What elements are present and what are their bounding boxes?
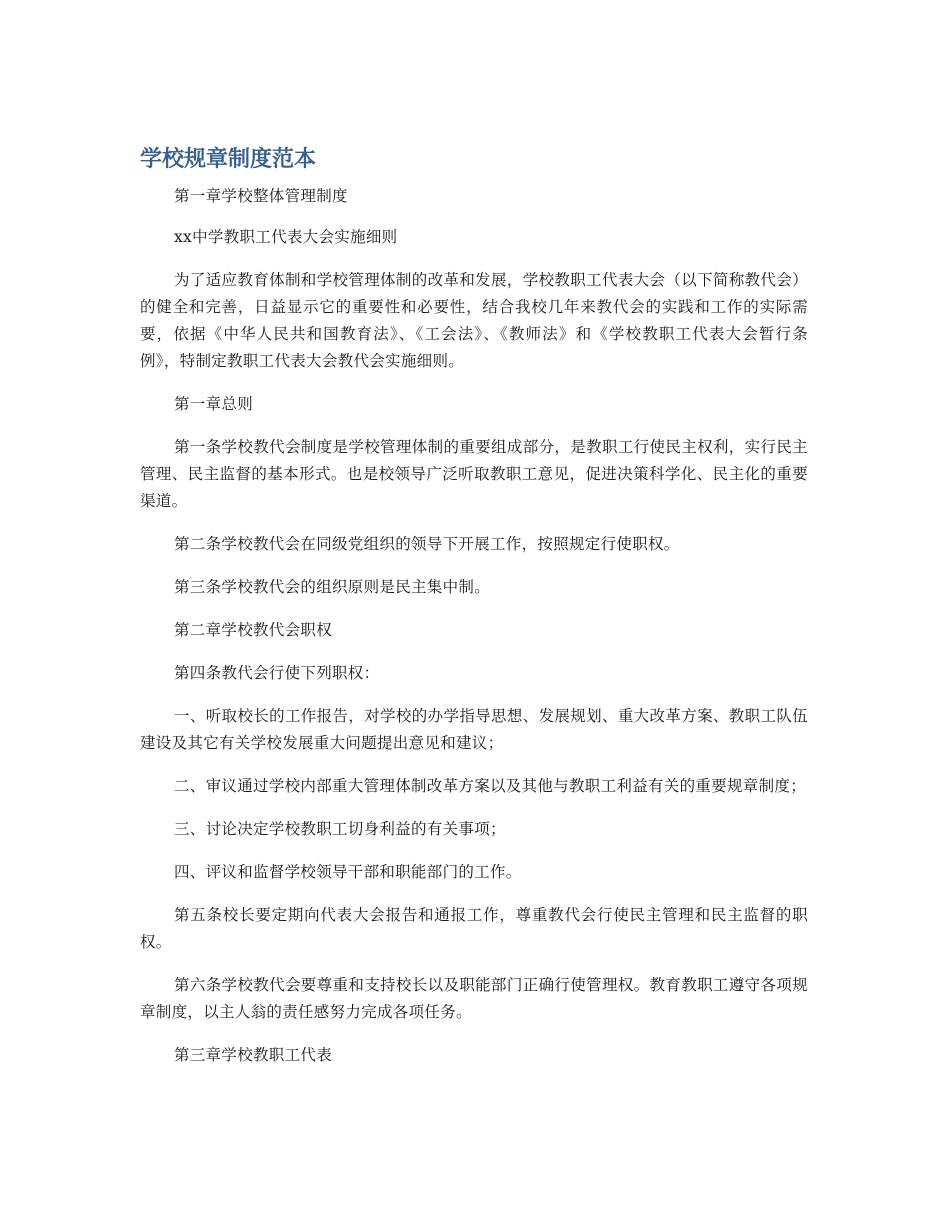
list-item-paragraph: 四、评议和监督学校领导干部和职能部门的工作。 (174, 863, 522, 881)
article-paragraph: 第四条教代会行使下列职权： (174, 664, 380, 682)
document-page (140, 145, 808, 1085)
document-title: 学校规章制度范本 (140, 147, 317, 172)
article-paragraph: 第五条校长要定期向代表大会报告和通报工作，尊重教代会行使民主管理和民主监督的职权。 (140, 906, 808, 951)
document-subtitle: xx中学教职工代表大会实施细则 (174, 228, 398, 246)
list-item-paragraph: 三、讨论决定学校教职工切身利益的有关事项； (174, 820, 506, 838)
chapter-heading: 第一章总则 (174, 395, 254, 413)
list-item-paragraph: 二、审议通过学校内部重大管理体制改革方案以及其他与教职工利益有关的重要规章制度； (174, 777, 807, 795)
chapter-heading: 第三章学校教职工代表 (174, 1046, 333, 1064)
chapter-heading: 第二章学校教代会职权 (174, 621, 333, 639)
list-item-paragraph: 一、听取校长的工作报告，对学校的办学指导思想、发展规划、重大改革方案、教职工队伍建设及其它有关学校发展重大问题提出意见和建议； (140, 707, 808, 752)
chapter-heading: 第一章学校整体管理制度 (174, 187, 348, 205)
preamble-paragraph: 为了适应教育体制和学校管理体制的改革和发展，学校教职工代表大会（以下简称教代会）的健全和完善，日益显示它的重要性和必要性，结合我校几年来教代会的实践和工作的实际需要，依据《中华人民共和国教育法》、《工会法》、《教师法》和《学校教职工代表大会暂行条例》，特制定教职工代表大会教代会实施细则。 (140, 271, 808, 370)
article-paragraph: 第三条学校教代会的组织原则是民主集中制。 (174, 578, 491, 596)
article-paragraph: 第二条学校教代会在同级党组织的领导下开展工作，按照规定行使职权。 (174, 535, 680, 553)
article-paragraph: 第六条学校教代会要尊重和支持校长以及职能部门正确行使管理权。教育教职工遵守各项规章制度，以主人翁的责任感努力完成各项任务。 (140, 976, 808, 1021)
article-paragraph: 第一条学校教代会制度是学校管理体制的重要组成部分，是教职工行使民主权利，实行民主管理、民主监督的基本形式。也是校领导广泛听取教职工意见，促进决策科学化、民主化的重要渠道。 (140, 438, 808, 510)
